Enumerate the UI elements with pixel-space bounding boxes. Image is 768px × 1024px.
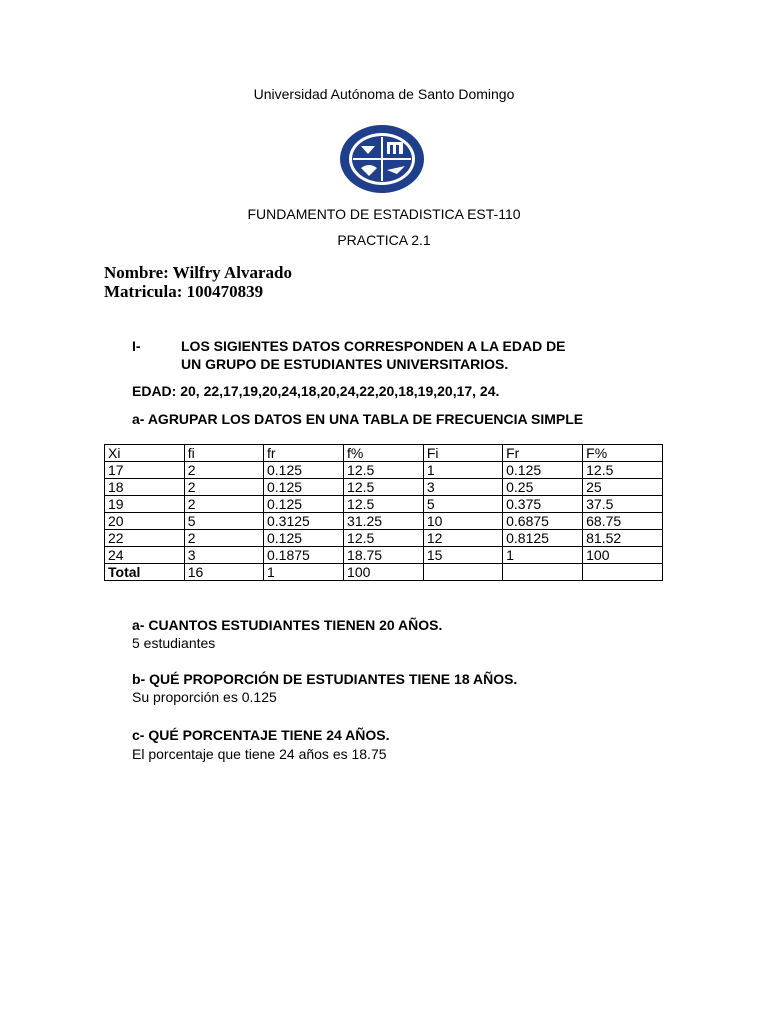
table-cell: 24 bbox=[105, 547, 185, 564]
table-cell: 2 bbox=[184, 496, 263, 513]
table-row bbox=[105, 462, 663, 479]
section-intro-line-2: UN GRUPO DE ESTUDIANTES UNIVERSITARIOS. bbox=[181, 356, 509, 372]
table-cell: 100 bbox=[344, 564, 424, 581]
section-numeral: I- bbox=[132, 338, 141, 354]
table-cell: 12.5 bbox=[344, 496, 424, 513]
table-cell: 20 bbox=[105, 513, 185, 530]
table-cell: 0.1875 bbox=[264, 547, 344, 564]
table-cell: 22 bbox=[105, 530, 185, 547]
table-cell: 12.5 bbox=[344, 530, 424, 547]
table-cell: 1 bbox=[264, 564, 344, 581]
table-cell: 10 bbox=[423, 513, 502, 530]
table-cell: 0.125 bbox=[503, 462, 583, 479]
table-cell: 15 bbox=[423, 547, 502, 564]
table-row bbox=[105, 547, 663, 564]
course-title: FUNDAMENTO DE ESTADISTICA EST-110 bbox=[247, 206, 521, 222]
table-cell: 68.75 bbox=[583, 513, 663, 530]
table-cell: 0.375 bbox=[503, 496, 583, 513]
table-row bbox=[105, 530, 663, 547]
ages-data-line: EDAD: 20, 22,17,19,20,24,18,20,24,22,20,18,19,20,17, 24. bbox=[132, 383, 500, 399]
table-row bbox=[105, 496, 663, 513]
answer-a: 5 estudiantes bbox=[132, 635, 216, 651]
table-cell: 31.25 bbox=[344, 513, 424, 530]
table-header-cell: Fr bbox=[503, 445, 583, 462]
question-c: c- QUÉ PORCENTAJE TIENE 24 AÑOS. bbox=[132, 727, 390, 743]
table-header-cell: Fi bbox=[423, 445, 502, 462]
table-cell bbox=[583, 564, 663, 581]
table-cell: 2 bbox=[184, 530, 263, 547]
table-cell: 0.125 bbox=[264, 479, 344, 496]
table-cell: 1 bbox=[423, 462, 502, 479]
practice-title: PRACTICA 2.1 bbox=[337, 232, 431, 248]
answer-b: Su proporción es 0.125 bbox=[132, 689, 277, 705]
table-header-cell: fr bbox=[264, 445, 344, 462]
table-total-row bbox=[105, 564, 663, 581]
table-cell bbox=[503, 564, 583, 581]
answer-c: El porcentaje que tiene 24 años es 18.75 bbox=[132, 746, 387, 762]
table-cell: 0.125 bbox=[264, 496, 344, 513]
table-cell: 18 bbox=[105, 479, 185, 496]
table-cell: 3 bbox=[423, 479, 502, 496]
table-cell: 12.5 bbox=[344, 462, 424, 479]
table-cell: 5 bbox=[423, 496, 502, 513]
table-cell: 0.125 bbox=[264, 462, 344, 479]
table-cell-total-label: Total bbox=[105, 564, 185, 581]
table-cell bbox=[423, 564, 502, 581]
table-cell: 0.25 bbox=[503, 479, 583, 496]
table-header-cell: Xi bbox=[105, 445, 185, 462]
table-cell: 0.6875 bbox=[503, 513, 583, 530]
section-intro-line-1: LOS SIGIENTES DATOS CORRESPONDEN A LA EDAD DE bbox=[181, 338, 566, 354]
table-header-cell: F% bbox=[583, 445, 663, 462]
table-cell: 100 bbox=[583, 547, 663, 564]
task-line: a- AGRUPAR LOS DATOS EN UNA TABLA DE FRECUENCIA SIMPLE bbox=[132, 411, 584, 427]
frequency-table bbox=[104, 444, 663, 581]
question-b: b- QUÉ PROPORCIÓN DE ESTUDIANTES TIENE 18 AÑOS. bbox=[132, 671, 518, 687]
table-cell: 1 bbox=[503, 547, 583, 564]
table-cell: 12 bbox=[423, 530, 502, 547]
student-name: Nombre: Wilfry Alvarado bbox=[104, 263, 292, 282]
table-cell: 0.8125 bbox=[503, 530, 583, 547]
university-name: Universidad Autónoma de Santo Domingo bbox=[253, 86, 515, 102]
table-cell: 2 bbox=[184, 479, 263, 496]
table-cell: 19 bbox=[105, 496, 185, 513]
table-row bbox=[105, 513, 663, 530]
table-cell: 5 bbox=[184, 513, 263, 530]
table-cell: 12.5 bbox=[583, 462, 663, 479]
table-cell: 0.125 bbox=[264, 530, 344, 547]
table-header-cell: f% bbox=[344, 445, 424, 462]
table-cell: 16 bbox=[184, 564, 263, 581]
table-cell: 25 bbox=[583, 479, 663, 496]
table-cell: 37.5 bbox=[583, 496, 663, 513]
table-cell: 3 bbox=[184, 547, 263, 564]
table-cell: 0.3125 bbox=[264, 513, 344, 530]
table-cell: 81.52 bbox=[583, 530, 663, 547]
student-id: Matricula: 100470839 bbox=[104, 282, 264, 301]
table-row bbox=[105, 479, 663, 496]
university-seal-logo bbox=[339, 124, 425, 194]
table-header-cell: fi bbox=[184, 445, 263, 462]
table-header-row bbox=[105, 445, 663, 462]
table-cell: 17 bbox=[105, 462, 185, 479]
table-cell: 18.75 bbox=[344, 547, 424, 564]
table-cell: 12.5 bbox=[344, 479, 424, 496]
table-cell: 2 bbox=[184, 462, 263, 479]
question-a: a- CUANTOS ESTUDIANTES TIENEN 20 AÑOS. bbox=[132, 617, 443, 633]
